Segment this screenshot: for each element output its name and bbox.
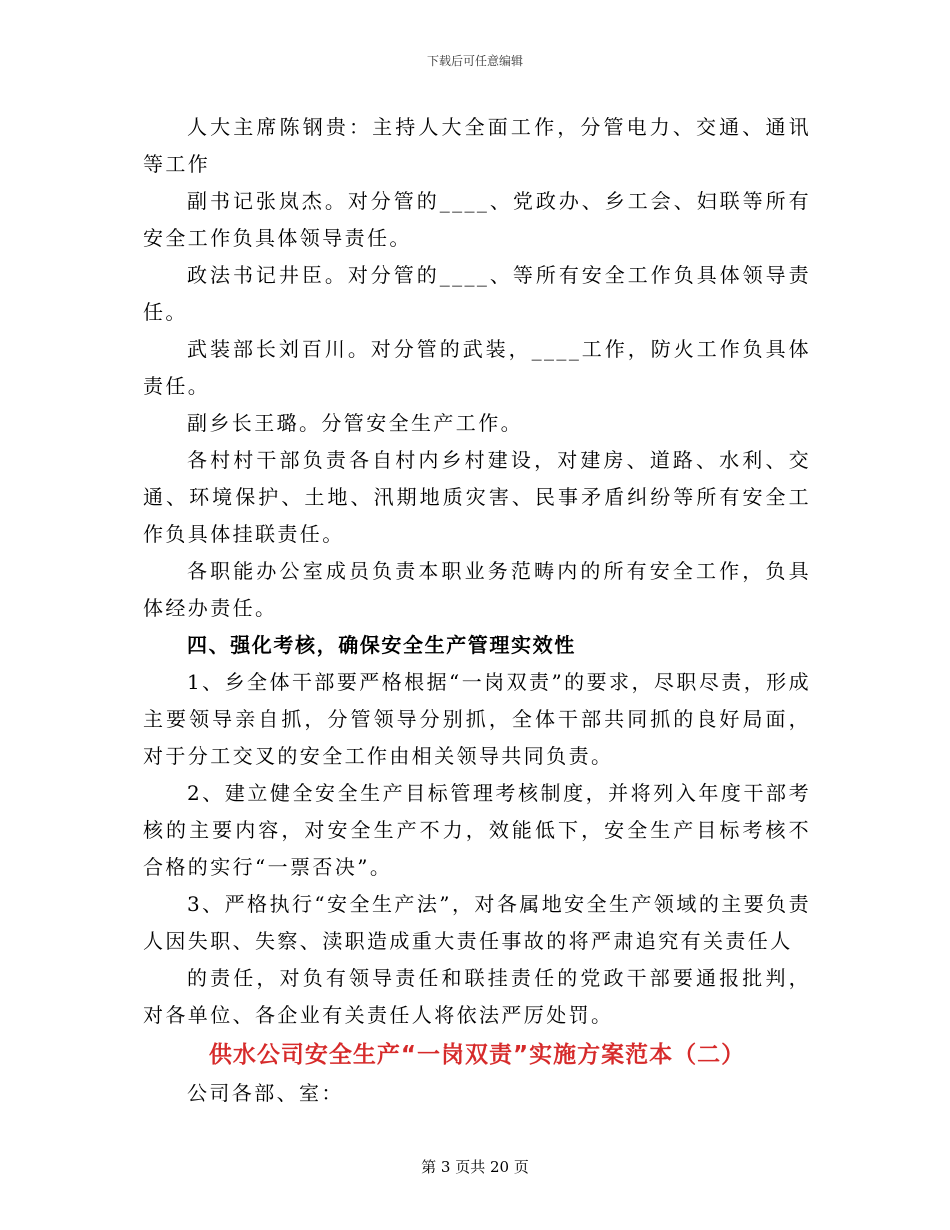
salutation: 公司各部、室： — [187, 1081, 344, 1105]
document-title: 供水公司安全生产“一岗双责”实施方案范本（二） — [208, 1042, 746, 1068]
paragraph-10: 3、严格执行“安全生产法”，对各属地安全生产领域的主要负责人因失职、失察、渎职造成重大责任事故的将严肃追究有关责任人 — [143, 892, 811, 953]
paragraph-11: 的责任，对负有领导责任和联挂责任的党政干部要通报批判，对各单位、各企业有关责任人将依法严厉处罚。 — [143, 966, 811, 1027]
paragraph-8: 1、乡全体干部要严格根据“一岗双责”的要求，尽职尽责，形成主要领导亲自抓，分管领导分别抓，全体干部共同抓的良好局面，对于分工交叉的安全工作由相关领导共同负责。 — [143, 670, 811, 768]
paragraph-3: 政法书记井臣。对分管的____、等所有安全工作负具体领导责任。 — [143, 263, 811, 324]
document-body — [143, 109, 811, 1112]
paragraph-7: 各职能办公室成员负责本职业务范畴内的所有安全工作，负具体经办责任。 — [143, 559, 811, 620]
paragraph-5: 副乡长王璐。分管安全生产工作。 — [187, 411, 523, 435]
page-header: 下载后可任意编辑 — [426, 54, 523, 68]
paragraph-6: 各村村干部负责各自村内乡村建设，对建房、道路、水利、交通、环境保护、土地、汛期地质灾害、民事矛盾纠纷等所有安全工作负具体挂联责任。 — [143, 448, 811, 546]
section-heading: 四、强化考核，确保安全生产管理实效性 — [187, 633, 576, 657]
paragraph-1: 人大主席陈钢贵：主持人大全面工作，分管电力、交通、通讯等工作 — [143, 115, 811, 176]
page-footer: 第 3 页共 20 页 — [421, 1158, 529, 1176]
paragraph-2: 副书记张岚杰。对分管的____、党政办、乡工会、妇联等所有安全工作负具体领导责任。 — [143, 189, 811, 250]
paragraph-9: 2、建立健全安全生产目标管理考核制度，并将列入年度干部考核的主要内容，对安全生产不力，效能低下，安全生产目标考核不合格的实行“一票否决”。 — [143, 781, 811, 879]
paragraph-4: 武装部长刘百川。对分管的武装，____工作，防火工作负具体责任。 — [143, 337, 811, 398]
